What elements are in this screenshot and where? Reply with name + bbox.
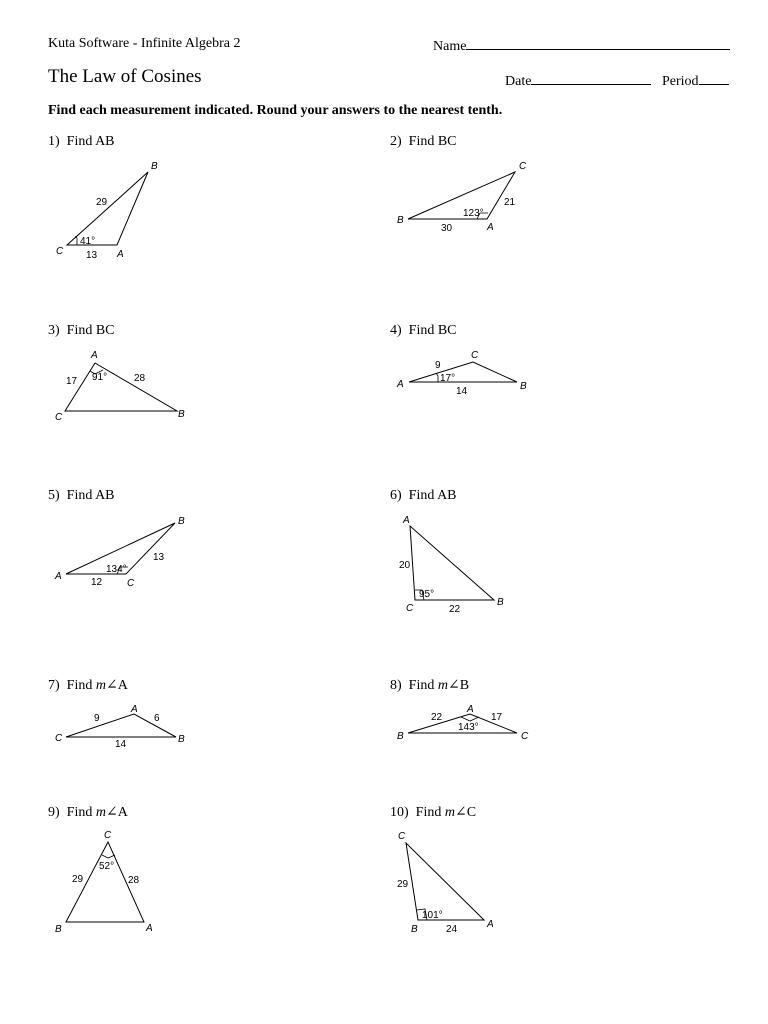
problem-number: 6) — [390, 488, 402, 503]
angle-label: 143° — [458, 722, 479, 733]
problem-prompt-post: ∠A — [105, 805, 128, 820]
problem-number: 8) — [390, 678, 402, 693]
side-label: 29 — [72, 874, 84, 885]
angle-label: 52° — [99, 861, 115, 872]
vertex-label-c: C — [55, 412, 63, 423]
problem-number: 9) — [48, 805, 60, 820]
triangle-outline — [408, 172, 515, 219]
vertex-label-b: B — [178, 734, 185, 745]
side-label: 28 — [128, 875, 140, 886]
problem-prompt-m: m — [437, 678, 448, 693]
vertex-label-c: C — [127, 578, 135, 589]
problem-prompt: Find AB — [408, 488, 457, 503]
vertex-label-c: C — [104, 830, 112, 841]
problem-number: 3) — [48, 323, 60, 338]
problem-6-triangle — [399, 515, 504, 615]
problem-1-triangle — [56, 161, 158, 261]
publisher-label: Kuta Software - Infinite Algebra 2 — [48, 36, 241, 51]
side-label: 29 — [397, 879, 409, 890]
vertex-label-b: B — [55, 924, 62, 935]
triangle-outline — [406, 843, 484, 920]
vertex-label-c: C — [521, 731, 529, 742]
problem-5-triangle — [54, 516, 185, 589]
angle-label: 123° — [463, 208, 484, 219]
problem-prompt-m: m — [95, 678, 106, 693]
vertex-label-a: A — [55, 571, 62, 582]
side-label: 21 — [504, 197, 516, 208]
side-label: 28 — [134, 373, 146, 384]
vertex-label-a: A — [146, 923, 153, 934]
vertex-label-c: C — [519, 161, 527, 172]
vertex-label-a: A — [91, 350, 98, 361]
problem-prompt: Find AB — [66, 134, 115, 149]
vertex-label-b: B — [497, 597, 504, 608]
side-label: 9 — [94, 713, 100, 724]
vertex-label-c: C — [398, 831, 406, 842]
side-label: 13 — [86, 250, 98, 261]
angle-label: 101° — [422, 910, 443, 921]
angle-label: 95° — [419, 589, 435, 600]
problem-number: 2) — [390, 134, 402, 149]
vertex-label-a: A — [467, 704, 474, 715]
side-label: 22 — [449, 604, 461, 615]
angle-label: 134° — [106, 564, 127, 575]
problem-prompt-pre: Find — [415, 805, 445, 820]
vertex-label-b: B — [397, 731, 404, 742]
vertex-label-a: A — [487, 222, 494, 233]
side-label: 17 — [491, 712, 503, 723]
vertex-label-b: B — [520, 381, 527, 392]
problem-number: 7) — [48, 678, 60, 693]
vertex-label-c: C — [55, 733, 63, 744]
instructions: Find each measurement indicated. Round your answers to the nearest tenth. — [48, 103, 503, 118]
problem-prompt: Find BC — [408, 134, 457, 149]
name-label: Name — [433, 39, 467, 54]
problem-prompt-m: m — [444, 805, 455, 820]
side-label: 12 — [91, 577, 103, 588]
problem-number: 1) — [48, 134, 60, 149]
angle-arc — [102, 855, 115, 858]
problem-3-triangle — [55, 350, 185, 423]
problem-prompt: Find BC — [408, 323, 457, 338]
vertex-label-a: A — [397, 379, 404, 390]
problem-number: 10) — [390, 805, 409, 820]
triangle-outline — [65, 363, 177, 411]
problem-prompt-post: ∠B — [447, 678, 470, 693]
date-label: Date — [505, 74, 532, 89]
problem-2-triangle — [397, 161, 527, 234]
problem-prompt-m: m — [95, 805, 106, 820]
side-label: 30 — [441, 223, 453, 234]
side-label: 6 — [154, 713, 160, 724]
problem-prompt-pre: Find — [66, 678, 96, 693]
problem-prompt: Find AB — [66, 488, 115, 503]
vertex-label-b: B — [411, 924, 418, 935]
vertex-label-a: A — [403, 515, 410, 526]
side-label: 13 — [153, 552, 165, 563]
angle-arc — [436, 373, 438, 382]
vertex-label-b: B — [397, 215, 404, 226]
side-label: 9 — [435, 360, 441, 371]
problem-4-triangle — [396, 350, 527, 397]
problem-prompt-pre: Find — [408, 678, 438, 693]
problem-7-triangle — [55, 704, 185, 750]
vertex-label-c: C — [471, 350, 479, 361]
problem-number: 5) — [48, 488, 60, 503]
problem-number: 4) — [390, 323, 402, 338]
vertex-label-a: A — [117, 249, 124, 260]
problem-8-triangle — [397, 704, 529, 742]
problem-9-triangle — [55, 830, 153, 935]
triangle-outline — [409, 362, 517, 382]
side-label: 20 — [399, 560, 411, 571]
side-label: 14 — [456, 386, 468, 397]
problem-prompt-post: ∠C — [454, 805, 477, 820]
angle-label: 91° — [92, 372, 108, 383]
side-label: 24 — [446, 924, 458, 935]
problem-prompt: Find BC — [66, 323, 115, 338]
period-label: Period — [662, 74, 699, 89]
side-label: 29 — [96, 197, 108, 208]
worksheet-title: The Law of Cosines — [48, 66, 202, 87]
side-label: 17 — [66, 376, 78, 387]
triangle-outline — [67, 172, 148, 245]
vertex-label-b: B — [178, 409, 185, 420]
vertex-label-a: A — [487, 919, 494, 930]
side-label: 22 — [431, 712, 443, 723]
problem-prompt-pre: Find — [66, 805, 96, 820]
vertex-label-b: B — [151, 161, 158, 172]
side-label: 14 — [115, 739, 127, 750]
vertex-label-a: A — [131, 704, 138, 715]
vertex-label-c: C — [406, 603, 414, 614]
problem-prompt-post: ∠A — [105, 678, 128, 693]
angle-label: 41° — [80, 236, 96, 247]
problem-10-triangle — [397, 831, 494, 935]
vertex-label-b: B — [178, 516, 185, 527]
vertex-label-c: C — [56, 246, 64, 257]
angle-label: 17° — [440, 373, 456, 384]
angle-arc — [461, 717, 479, 721]
